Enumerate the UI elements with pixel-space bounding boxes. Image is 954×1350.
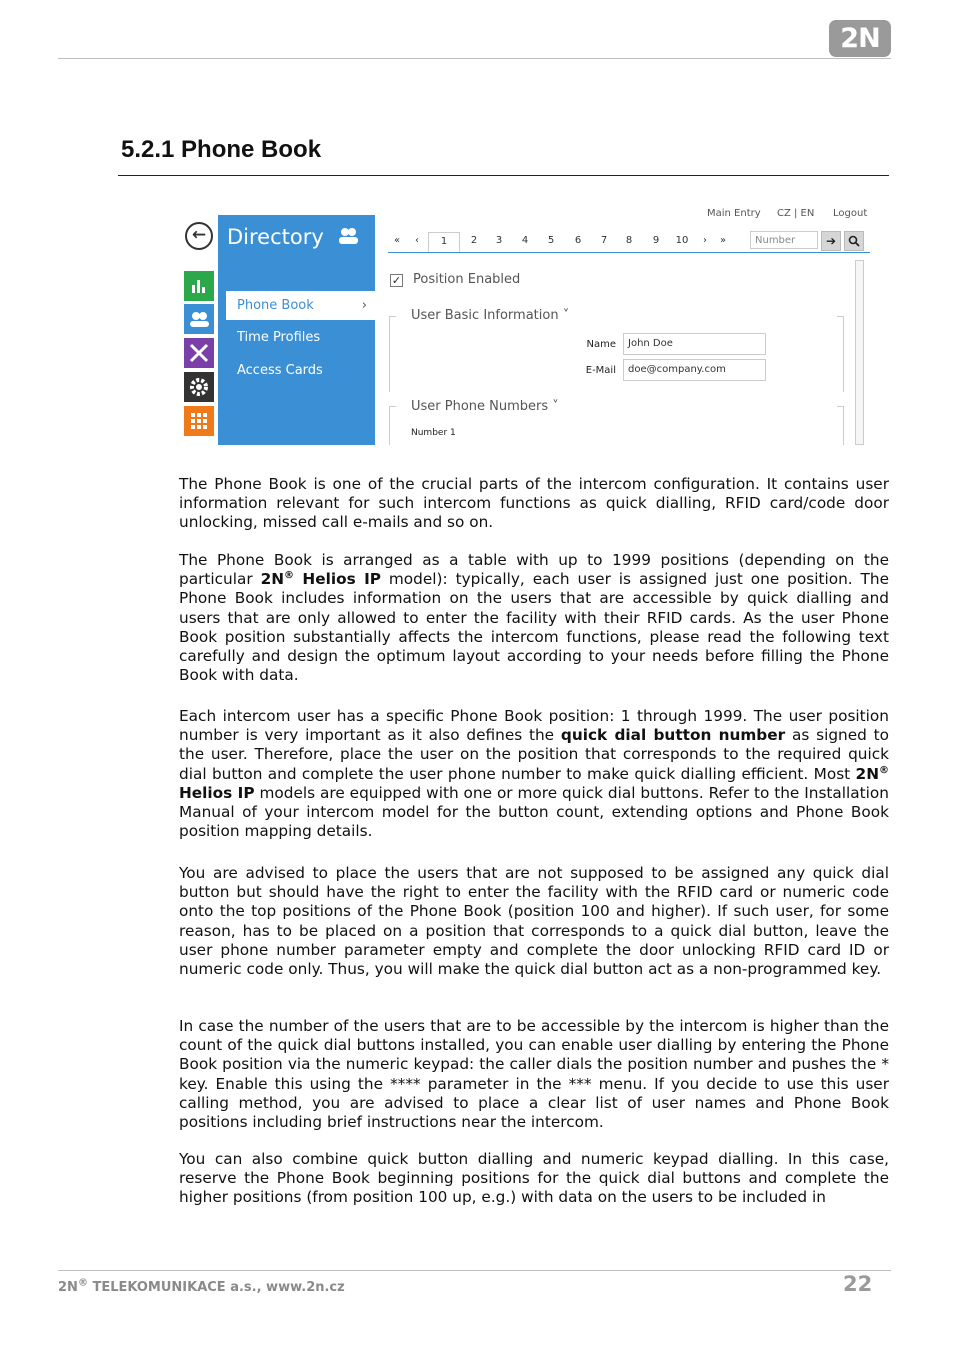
pager-page[interactable]: 4 xyxy=(521,235,529,246)
section-bracket xyxy=(389,316,396,392)
nav-item-time-profiles[interactable]: Time Profiles xyxy=(237,330,321,345)
paragraph-3: Each intercom user has a specific Phone Book position: 1 through 1999. The user position number is very important as it also defines the quick dial button number as signed to the user. Therefore, place the user on the position that corresponds to the required quick dial button and complete the user phone number to make quick dialling efficient. Most 2N® Helios IP models are equipped with one or more quick dial buttons. Refer to the Installation Manual of your intercom model for the button count, extending options and Phone Book position mapping details. xyxy=(179,707,889,841)
directory-screenshot xyxy=(180,200,870,445)
pager-page[interactable]: 5 xyxy=(547,235,555,246)
user-basic-info-heading[interactable]: User Basic Information ˅ xyxy=(411,308,570,323)
paragraph-6: You can also combine quick button dialling and numeric keypad dialling. In this case, reserve the Phone Book beginning positions for the quick dial buttons and complete the higher positions (from position 100 up, e.g.) with data on the users to be included in xyxy=(179,1150,889,1207)
pager-page[interactable]: 10 xyxy=(675,235,689,246)
chevron-right-icon: › xyxy=(361,298,367,313)
pager-page-current[interactable]: 1 xyxy=(428,232,460,253)
pager-first[interactable]: « xyxy=(393,235,401,246)
paragraph-4: You are advised to place the users that are not supposed to be assigned any quick dial button but should have the right to enter the facility with the RFID card or numeric code onto the top positions of the Phone Book (position 100 and higher). If such user, for some reason, has to be placed on a position that corresponds to a quick dial button, leave the user phone number parameter empty and complete the door unlocking RFID card ID or numeric code only. Thus, you will make the quick dial button act as a non-programmed key. xyxy=(179,864,889,979)
nav-item-access-cards[interactable]: Access Cards xyxy=(237,363,323,378)
footer-rule xyxy=(58,1270,891,1271)
language-switch[interactable]: CZ | EN xyxy=(777,208,815,219)
section-bracket xyxy=(837,406,844,445)
scrollbar[interactable] xyxy=(855,260,864,445)
footer-company: 2N® TELEKOMUNIKACE a.s., www.2n.cz xyxy=(58,1277,345,1295)
back-arrow-icon[interactable]: ← xyxy=(185,222,213,250)
pager-page[interactable]: 9 xyxy=(652,235,660,246)
pager-underline xyxy=(388,252,870,253)
pager-next[interactable]: › xyxy=(703,235,707,246)
email-label: E-Mail xyxy=(585,365,616,376)
pager-last[interactable]: » xyxy=(719,235,727,246)
tools-icon[interactable] xyxy=(184,338,214,368)
chart-icon[interactable] xyxy=(184,271,214,301)
paragraph-5: In case the number of the users that are to be accessible by the intercom is higher than the count of the quick dial buttons installed, you can enable user dialling by entering the Phone Book position via the numeric keypad: the caller dials the position number and pushes the * key. Enable this using the **** parameter in the *** menu. If you decide to use this user calling method, you are advised to place a clear list of user names and Phone Book positions including brief instructions near the intercom. xyxy=(179,1017,889,1132)
nav-item-label: Phone Book xyxy=(237,298,314,313)
logout-link[interactable]: Logout xyxy=(833,208,868,219)
main-entry-link[interactable]: Main Entry xyxy=(707,208,761,219)
users-panel-icon xyxy=(336,227,360,250)
section-title: 5.2.1 Phone Book xyxy=(121,136,322,163)
name-field[interactable]: John Doe xyxy=(623,333,766,355)
position-enabled-label: Position Enabled xyxy=(413,272,521,287)
nav-item-phone-book[interactable] xyxy=(226,291,375,320)
pager-page[interactable]: 8 xyxy=(625,235,633,246)
header-rule xyxy=(58,58,891,59)
number1-label: Number 1 xyxy=(411,428,456,438)
pager-page[interactable]: 3 xyxy=(495,235,503,246)
user-phone-numbers-heading[interactable]: User Phone Numbers ˅ xyxy=(411,399,559,414)
panel-title: Directory xyxy=(227,225,324,249)
gear-icon[interactable] xyxy=(184,372,214,402)
pager-prev[interactable]: ‹ xyxy=(415,235,419,246)
pager-page[interactable]: 2 xyxy=(470,235,478,246)
name-label: Name xyxy=(586,339,616,350)
company-logo: 2N xyxy=(829,20,891,57)
section-bracket xyxy=(837,316,844,392)
directory-panel xyxy=(218,215,375,445)
paragraph-1: The Phone Book is one of the crucial parts of the intercom configuration. It contains user information relevant for such intercom functions as quick dialling, RFID card/code door unlocking, missed call e-mails and so on. xyxy=(179,475,889,532)
search-button[interactable] xyxy=(844,231,864,251)
pager-page[interactable]: 6 xyxy=(574,235,582,246)
go-arrow-button[interactable]: ➔ xyxy=(821,231,841,251)
users-icon[interactable] xyxy=(184,304,214,334)
paragraph-2: The Phone Book is arranged as a table with up to 1999 positions (depending on the particular 2N® Helios IP model): typically, each user is assigned just one position. The Phone Book includes information on the users that are accessible by quick dialling and users that are only allowed to enter the facility with their RFID cards. As the user Phone Book position substantially affects the intercom functions, please read the following text carefully and design the optimum layout according to your needs before filling the Phone Book with data. xyxy=(179,551,889,685)
section-bracket xyxy=(389,406,396,445)
page-number: 22 xyxy=(843,1272,873,1296)
title-underline xyxy=(118,175,889,176)
email-field[interactable]: doe@company.com xyxy=(623,359,766,381)
position-enabled-checkbox[interactable]: ✓ xyxy=(391,274,402,287)
pager-page[interactable]: 7 xyxy=(600,235,608,246)
grid-icon[interactable] xyxy=(184,406,214,436)
number-input[interactable]: Number xyxy=(750,231,818,249)
